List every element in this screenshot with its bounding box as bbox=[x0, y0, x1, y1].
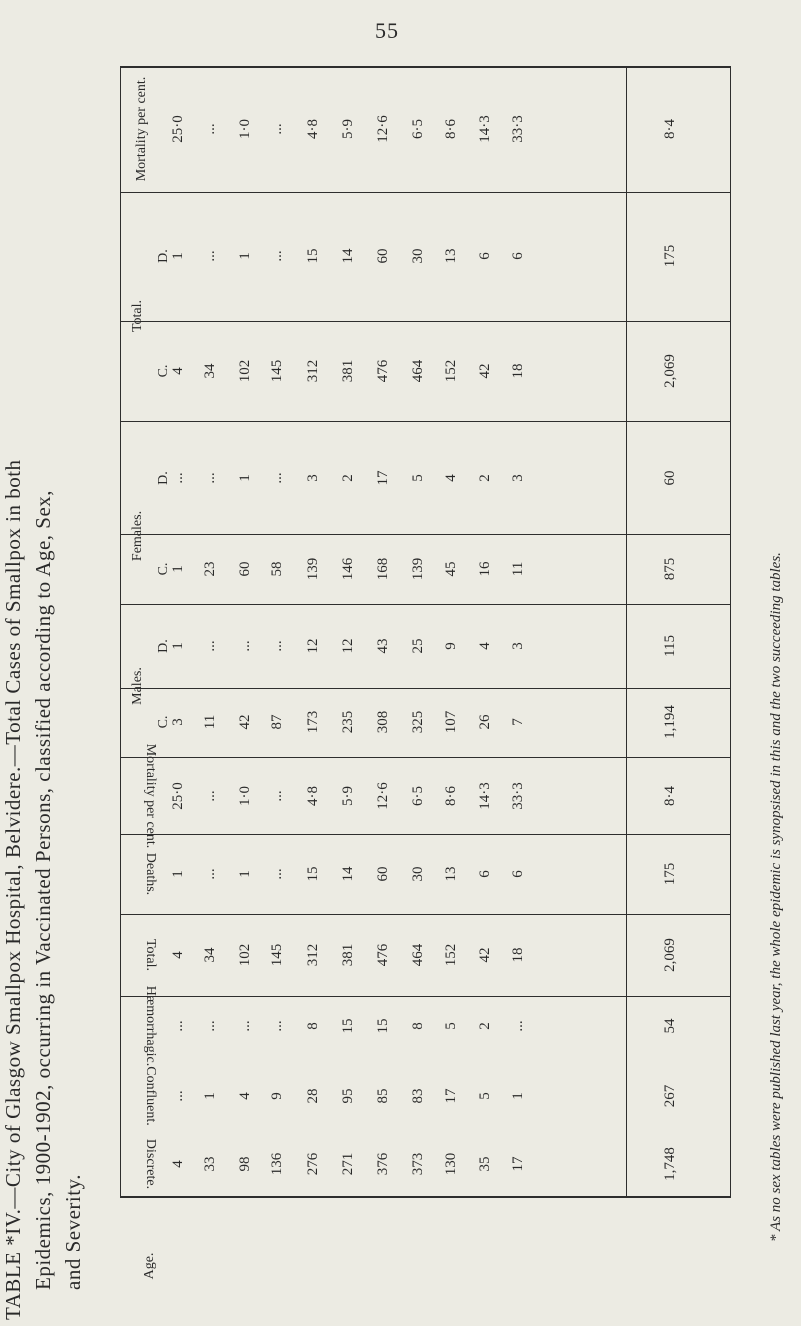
table-cell: 152 bbox=[443, 943, 459, 967]
table-cell: 23 bbox=[202, 561, 218, 577]
column-header: D. bbox=[156, 471, 171, 485]
table-cell: 3 bbox=[170, 718, 186, 726]
total-cell: 175 bbox=[662, 244, 678, 268]
table-cell: 33·3 bbox=[510, 782, 526, 810]
table-cell: 1 bbox=[170, 870, 186, 878]
table-cell: 145 bbox=[269, 943, 285, 967]
table-cell: 107 bbox=[443, 710, 459, 734]
table-top-rule bbox=[120, 66, 731, 68]
table-cell: 476 bbox=[375, 359, 391, 383]
table-caption bbox=[0, 80, 88, 1320]
table-cell: 8·6 bbox=[443, 786, 459, 806]
table-cell: 1 bbox=[237, 252, 253, 260]
total-cell: 175 bbox=[662, 862, 678, 886]
table-cell: ... bbox=[170, 472, 186, 484]
table-cell: 4 bbox=[170, 951, 186, 959]
table-cell: 14 bbox=[340, 866, 356, 882]
footnote: * As no sex tables were published last year, the whole epidemic is synopsised in this and the two succeeding tables. bbox=[768, 552, 784, 1242]
table-cell: 18 bbox=[510, 363, 526, 379]
table-cell: ... bbox=[202, 472, 218, 484]
table-cell: ... bbox=[202, 250, 218, 262]
table-cell: 8 bbox=[410, 1022, 426, 1030]
table-cell: 60 bbox=[237, 561, 253, 577]
table-cell: 3 bbox=[510, 642, 526, 650]
table-cell: 7 bbox=[510, 718, 526, 726]
column-rule bbox=[120, 421, 731, 422]
table-cell: ... bbox=[202, 868, 218, 880]
table-cell: 2 bbox=[477, 1022, 493, 1030]
table-cell: 12 bbox=[305, 638, 321, 654]
table-cell: 15 bbox=[375, 1018, 391, 1034]
table-cell: 12 bbox=[340, 638, 356, 654]
table-cell: 1 bbox=[170, 642, 186, 650]
table-cell: 2 bbox=[340, 474, 356, 482]
table-cell: 60 bbox=[375, 248, 391, 264]
table-cell: 5 bbox=[443, 1022, 459, 1030]
column-header: Age. bbox=[142, 1252, 157, 1280]
table-cell: 58 bbox=[269, 561, 285, 577]
page-number: 55 bbox=[375, 18, 399, 43]
table-cell: 14 bbox=[340, 248, 356, 264]
table-cell: 5·9 bbox=[340, 119, 356, 139]
column-header: C. bbox=[156, 562, 171, 576]
table-cell: 4 bbox=[170, 367, 186, 375]
table-cell: 28 bbox=[305, 1088, 321, 1104]
table-cell: 4 bbox=[237, 1092, 253, 1100]
table-cell: 25·0 bbox=[170, 115, 186, 143]
table-cell: 8 bbox=[305, 1022, 321, 1030]
table-cell: 312 bbox=[305, 359, 321, 383]
table-cell: 14·3 bbox=[477, 115, 493, 143]
table-cell: 173 bbox=[305, 710, 321, 734]
table-cell: 42 bbox=[237, 714, 253, 730]
table-cell: 33 bbox=[202, 1156, 218, 1172]
table-cell: 18 bbox=[510, 947, 526, 963]
table-cell: 33·3 bbox=[510, 115, 526, 143]
column-header: Males. bbox=[130, 667, 145, 705]
column-header: Mortality per cent. bbox=[134, 76, 149, 182]
column-header: Total. bbox=[130, 299, 145, 333]
column-header: C. bbox=[156, 715, 171, 729]
table-cell: 87 bbox=[269, 714, 285, 730]
table-cell: ... bbox=[269, 1020, 285, 1032]
total-cell: 8·4 bbox=[662, 119, 678, 139]
table-cell: 381 bbox=[340, 359, 356, 383]
table-cell: 1·0 bbox=[237, 786, 253, 806]
table-cell: 168 bbox=[375, 557, 391, 581]
caption-line-2: Epidemics, 1900-1902, occurring in Vaccinated Persons, classified according to Age, Sex, bbox=[31, 489, 55, 1290]
table-cell: 6 bbox=[477, 252, 493, 260]
caption-line-1: TABLE *IV.—City of Glasgow Smallpox Hospital, Belvidere.—Total Cases of Smallpox in both bbox=[1, 459, 25, 1320]
table-cell: 13 bbox=[443, 866, 459, 882]
table-cell: 1 bbox=[510, 1092, 526, 1100]
table-cell: 4 bbox=[170, 1160, 186, 1168]
total-cell: 875 bbox=[662, 557, 678, 581]
table-cell: 146 bbox=[340, 557, 356, 581]
table-cell: 5·9 bbox=[340, 786, 356, 806]
table-cell: ... bbox=[237, 640, 253, 652]
table-cell: ... bbox=[510, 1020, 526, 1032]
table-cell: 1 bbox=[202, 1092, 218, 1100]
total-cell: 267 bbox=[662, 1084, 678, 1108]
table-cell: 476 bbox=[375, 943, 391, 967]
table-cell: 6 bbox=[510, 252, 526, 260]
table-cell: 9 bbox=[443, 642, 459, 650]
table-cell: 42 bbox=[477, 363, 493, 379]
column-header: Hæmorrhagic. bbox=[143, 985, 158, 1067]
table-cell: 30 bbox=[410, 248, 426, 264]
column-header: Females. bbox=[130, 510, 145, 562]
table-cell: 276 bbox=[305, 1152, 321, 1176]
table-cell: 152 bbox=[443, 359, 459, 383]
table-cell: ... bbox=[237, 1020, 253, 1032]
table-cell: ... bbox=[202, 123, 218, 135]
table-cell: 17 bbox=[375, 470, 391, 486]
table-cell: ... bbox=[269, 790, 285, 802]
table-cell: 136 bbox=[269, 1152, 285, 1176]
total-cell: 1,748 bbox=[662, 1147, 678, 1181]
table-cell: 83 bbox=[410, 1088, 426, 1104]
table-cell: 16 bbox=[477, 561, 493, 577]
column-header: Total. bbox=[143, 938, 158, 972]
table-cell: ... bbox=[269, 472, 285, 484]
table-cell: 43 bbox=[375, 638, 391, 654]
table-left-rule bbox=[120, 66, 121, 1196]
table-cell: 102 bbox=[237, 943, 253, 967]
table-cell: 4 bbox=[443, 474, 459, 482]
column-header: Mortality per cent. bbox=[143, 743, 158, 849]
column-rule bbox=[120, 321, 731, 322]
column-header: D. bbox=[156, 639, 171, 653]
table-cell: 5 bbox=[477, 1092, 493, 1100]
table-cell: ... bbox=[170, 1090, 186, 1102]
table-cell: 139 bbox=[410, 557, 426, 581]
table-cell: 1 bbox=[170, 252, 186, 260]
table-cell: 25 bbox=[410, 638, 426, 654]
table-cell: 376 bbox=[375, 1152, 391, 1176]
total-cell: 115 bbox=[662, 635, 678, 657]
table-cell: 3 bbox=[510, 474, 526, 482]
table-cell: 102 bbox=[237, 359, 253, 383]
table-right-rule bbox=[730, 66, 731, 1196]
table-cell: ... bbox=[269, 640, 285, 652]
total-cell: 8·4 bbox=[662, 786, 678, 806]
table-cell: 235 bbox=[340, 710, 356, 734]
table-cell: 464 bbox=[410, 359, 426, 383]
table-cell: 17 bbox=[510, 1156, 526, 1172]
data-table bbox=[120, 66, 731, 1280]
total-cell: 1,194 bbox=[662, 705, 678, 739]
total-row-rule bbox=[626, 66, 627, 1196]
column-header: C. bbox=[156, 364, 171, 378]
table-cell: 9 bbox=[269, 1092, 285, 1100]
table-cell: 25·0 bbox=[170, 782, 186, 810]
table-cell: 17 bbox=[443, 1088, 459, 1104]
table-cell: 1·0 bbox=[237, 119, 253, 139]
table-cell: 85 bbox=[375, 1088, 391, 1104]
table-cell: 6·5 bbox=[410, 786, 426, 806]
total-cell: 2,069 bbox=[662, 354, 678, 388]
table-cell: 35 bbox=[477, 1156, 493, 1172]
table-cell: 6 bbox=[477, 870, 493, 878]
table-cell: 15 bbox=[305, 248, 321, 264]
total-cell: 54 bbox=[662, 1018, 678, 1034]
table-cell: 4·8 bbox=[305, 119, 321, 139]
column-header: Discrete. bbox=[143, 1138, 158, 1190]
table-cell: ... bbox=[202, 1020, 218, 1032]
table-cell: 2 bbox=[477, 474, 493, 482]
table-cell: 13 bbox=[443, 248, 459, 264]
table-cell: 3 bbox=[305, 474, 321, 482]
table-cell: 5 bbox=[410, 474, 426, 482]
column-rule bbox=[120, 192, 731, 193]
table-cell: 34 bbox=[202, 363, 218, 379]
table-cell: 4·8 bbox=[305, 786, 321, 806]
table-cell: 308 bbox=[375, 710, 391, 734]
table-cell: 1 bbox=[170, 565, 186, 573]
table-cell: 30 bbox=[410, 866, 426, 882]
table-cell: 464 bbox=[410, 943, 426, 967]
table-cell: 15 bbox=[340, 1018, 356, 1034]
table-cell: 8·6 bbox=[443, 119, 459, 139]
table-cell: 34 bbox=[202, 947, 218, 963]
table-cell: 12·6 bbox=[375, 115, 391, 143]
column-header: D. bbox=[156, 249, 171, 263]
table-cell: 6 bbox=[510, 870, 526, 878]
table-cell: 373 bbox=[410, 1152, 426, 1176]
table-cell: 312 bbox=[305, 943, 321, 967]
table-cell: 1 bbox=[237, 474, 253, 482]
table-cell: 6·5 bbox=[410, 119, 426, 139]
table-cell: 60 bbox=[375, 866, 391, 882]
table-cell: 42 bbox=[477, 947, 493, 963]
spacer bbox=[120, 421, 121, 422]
table-cell: 325 bbox=[410, 710, 426, 734]
table-cell: 98 bbox=[237, 1156, 253, 1172]
table-cell: 11 bbox=[202, 714, 218, 730]
table-cell: ... bbox=[170, 1020, 186, 1032]
table-cell: 139 bbox=[305, 557, 321, 581]
table-cell: ... bbox=[202, 640, 218, 652]
caption-line-3: and Severity. bbox=[61, 1174, 85, 1290]
table-cell: ... bbox=[269, 868, 285, 880]
table-cell: 45 bbox=[443, 561, 459, 577]
table-cell: ... bbox=[269, 250, 285, 262]
total-cell: 2,069 bbox=[662, 938, 678, 972]
column-header: Confluent. bbox=[143, 1066, 158, 1126]
column-header: Deaths. bbox=[143, 852, 158, 896]
table-cell: 1 bbox=[237, 870, 253, 878]
table-cell: 271 bbox=[340, 1152, 356, 1176]
table-cell: 12·6 bbox=[375, 782, 391, 810]
table-cell: 11 bbox=[510, 561, 526, 577]
table-cell: 145 bbox=[269, 359, 285, 383]
table-cell: 4 bbox=[477, 642, 493, 650]
table-cell: 14·3 bbox=[477, 782, 493, 810]
table-cell: 26 bbox=[477, 714, 493, 730]
table-cell: ... bbox=[269, 123, 285, 135]
total-cell: 60 bbox=[662, 470, 678, 486]
table-cell: 381 bbox=[340, 943, 356, 967]
table-cell: 95 bbox=[340, 1088, 356, 1104]
table-cell: 15 bbox=[305, 866, 321, 882]
table-cell: ... bbox=[202, 790, 218, 802]
table-cell: 130 bbox=[443, 1152, 459, 1176]
